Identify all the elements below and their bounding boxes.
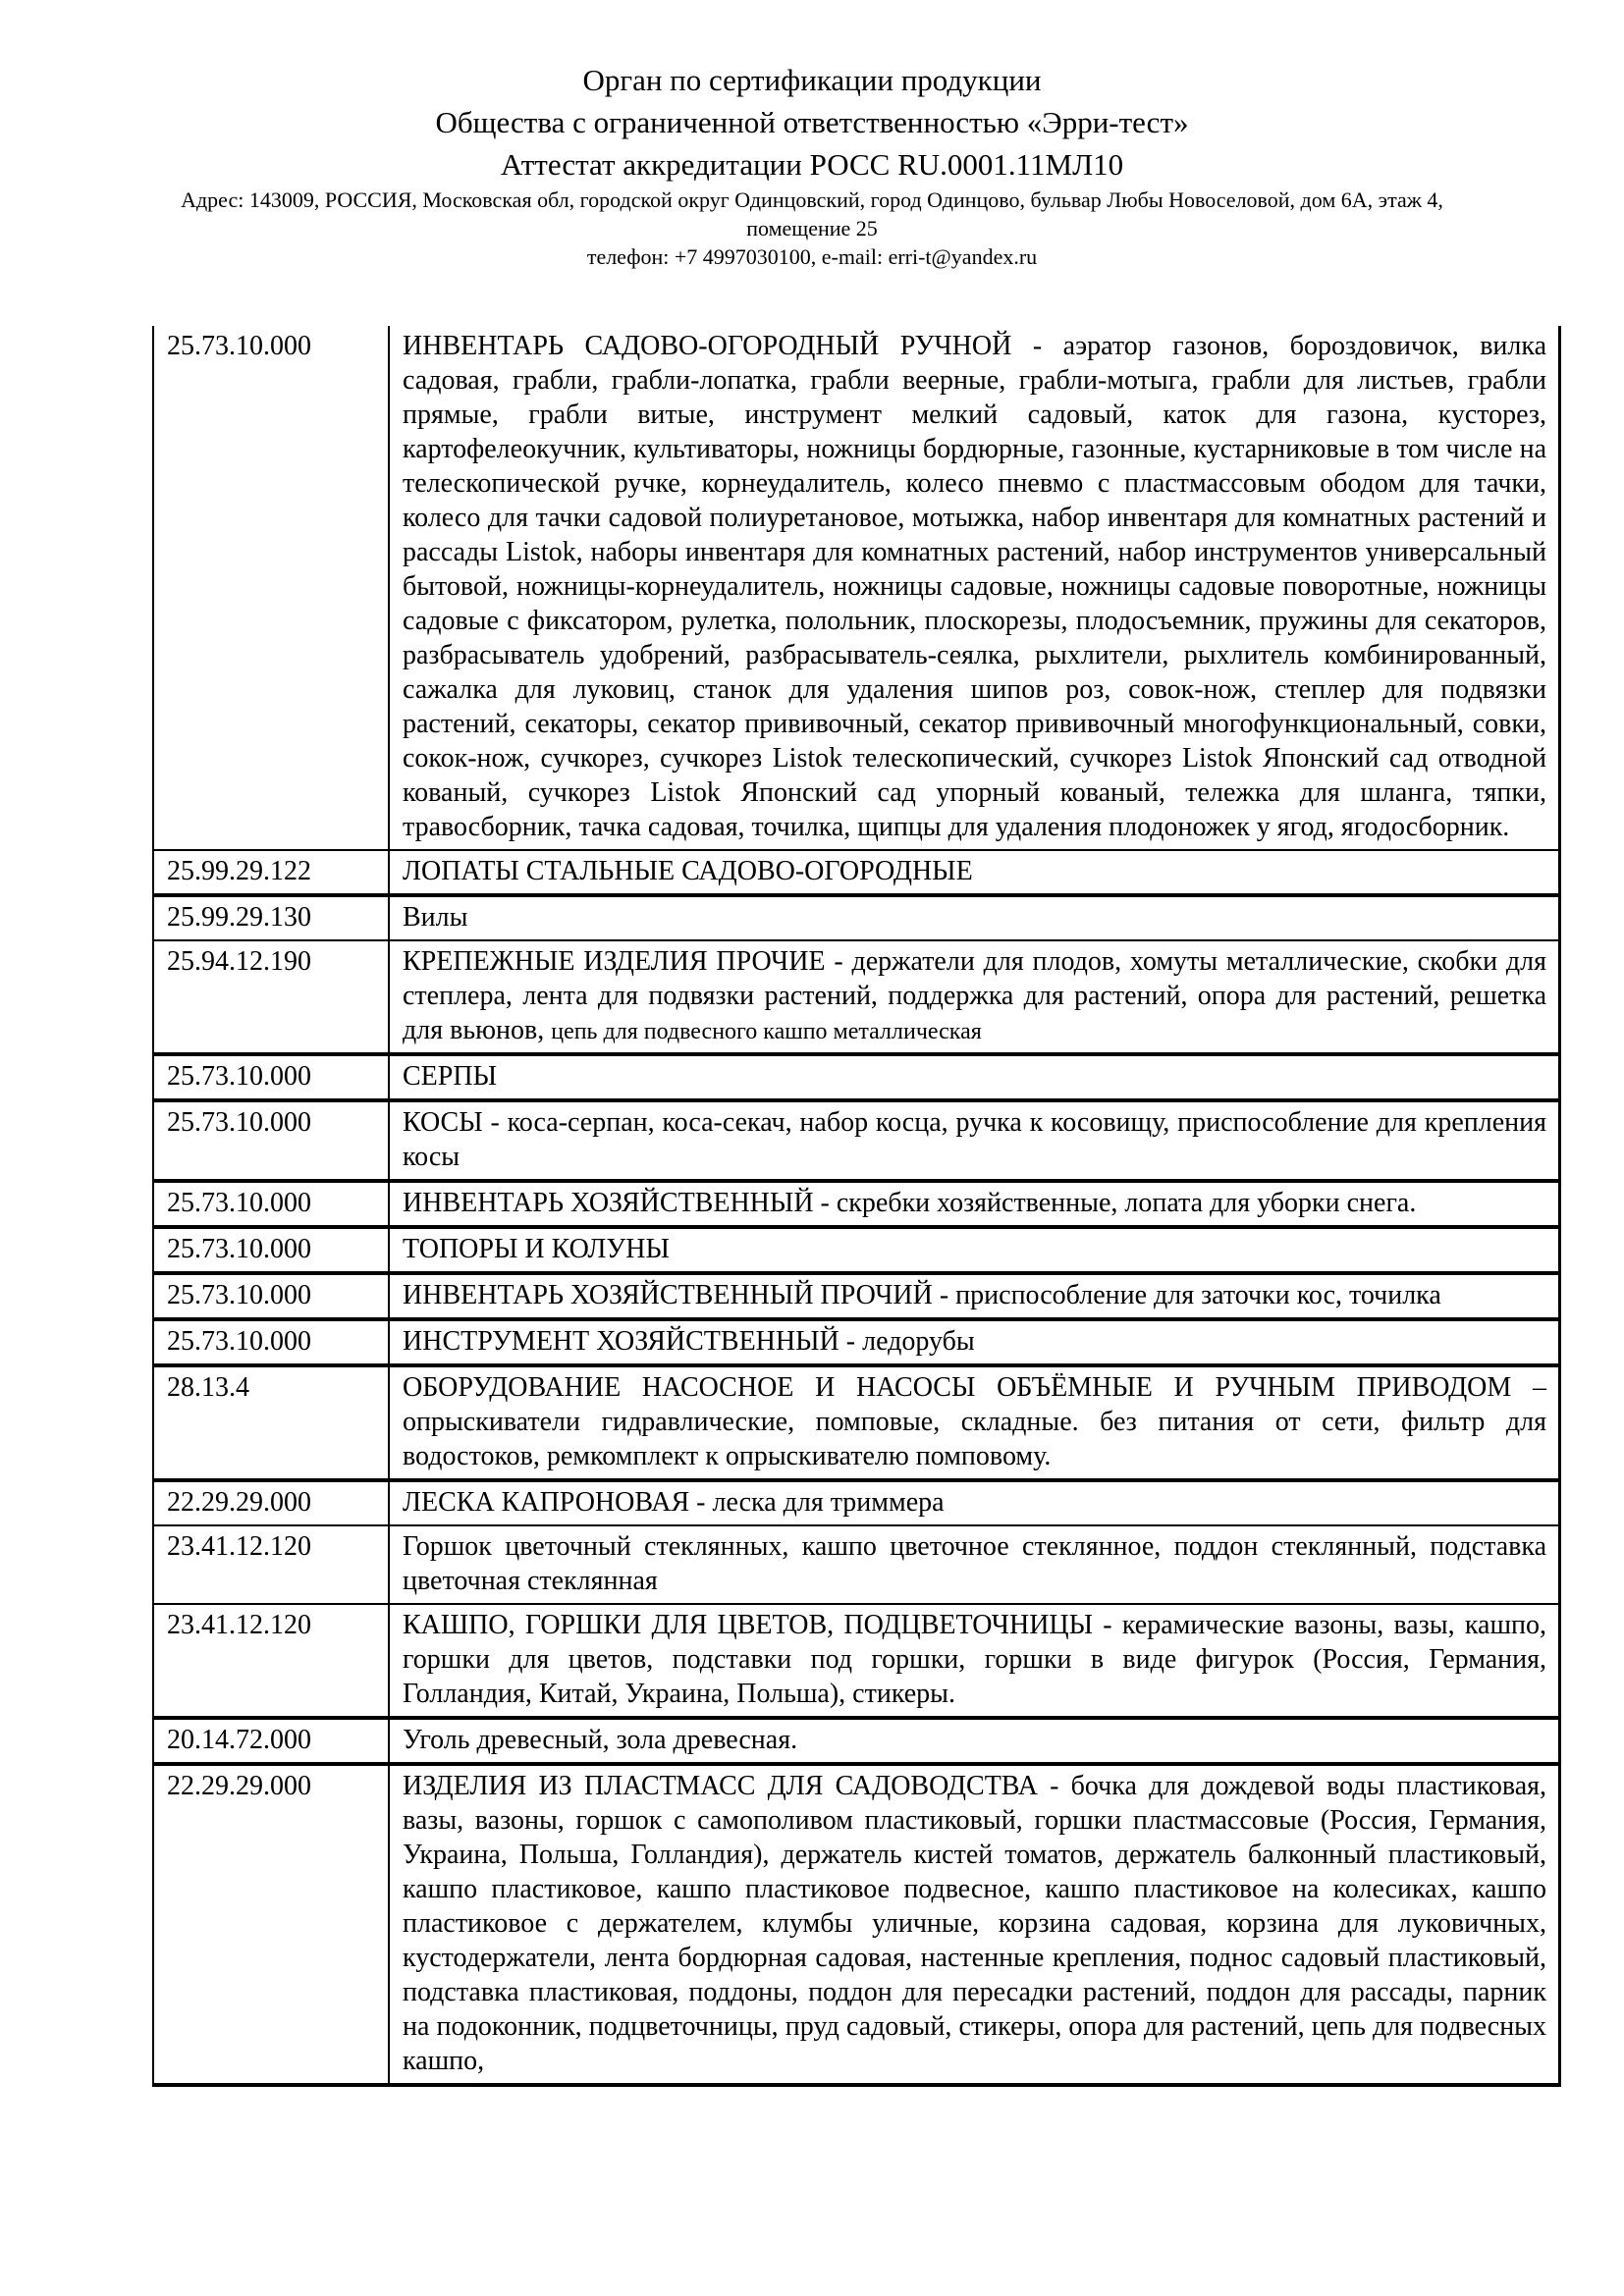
code-cell: 25.73.10.000 — [153, 1181, 389, 1227]
description-cell — [389, 895, 1560, 940]
description-cell — [389, 940, 1560, 1054]
contact-line: телефон: +7 4997030100, e-mail: erri-t@yandex.ru — [586, 244, 1038, 269]
code-cell: 23.41.12.120 — [153, 1525, 389, 1604]
table-row — [153, 1604, 1560, 1718]
table-row — [153, 326, 1560, 850]
code-cell: 22.29.29.000 — [153, 1764, 389, 2085]
category-title: ТОПОРЫ И КОЛУНЫ — [403, 1234, 670, 1264]
table-row — [153, 1273, 1560, 1319]
table-row — [153, 1480, 1560, 1525]
table-row — [153, 940, 1560, 1054]
category-body: - леска для триммера — [689, 1487, 945, 1518]
code-cell: 25.99.29.130 — [153, 895, 389, 940]
description-cell — [389, 1365, 1560, 1480]
address-line-2: помещение 25 — [746, 216, 878, 240]
category-body: - бочка для дождевой воды пластиковая, вазы, вазоны, горшок с самополивом пластиковый, горшки пластмассовые (Россия, Германия, Украина, Польша, Голландия), держатель кистей томатов, держатель балконный пластиковый, кашпо пластиковое, кашпо пластиковое подвесное, кашпо пластиковое на колесиках, кашпо пластиковое с держателем, клумбы уличные, корзина садовая, корзина для луковичных, кустодержатели, лента бордюрная садовая, настенные крепления, поднос садовый пластиковый, подставка пластиковая, поддоны, поддон для пересадки растений, поддон для рассады, парник на подоконник, подцветочницы, пруд садовый, стикеры, опора для растений, цепь для подвесных кашпо, — [403, 1771, 1546, 2076]
description-cell — [389, 1100, 1560, 1181]
description-cell — [389, 1054, 1560, 1100]
table-row — [153, 1227, 1560, 1273]
description-cell — [389, 1604, 1560, 1718]
category-body: - аэратор газонов, бороздовичок, вилка садовая, грабли, грабли-лопатка, грабли веерные, грабли-мотыга, грабли для листьев, грабли прямые, грабли витые, инструмент мелкий садовый, каток для газона, кусторез, картофелеокучник, культиваторы, ножницы бордюрные, газонные, кустарниковые в том числе на телескопической ручке, корнеудалитель, колесо пневмо с пластмассовым ободом для тачки, колесо для тачки садовой полиуретановое, мотыжка, набор инвентаря для комнатных растений и рассады Listok, наборы инвентаря для комнатных растений, набор инструментов универсальный бытовой, ножницы-корнеудалитель, ножницы садовые, ножницы садовые поворотные, ножницы садовые с фиксатором, рулетка, полольник, плоскорезы, плодосъемник, пружины для секаторов, разбрасыватель удобрений, разбрасыватель-сеялка, рыхлители, рыхлитель комбинированный, сажалка для луковиц, станок для удаления шипов роз, совок-нож, степлер для подвязки растений, секаторы, секатор прививочный, секатор прививочный многофункциональный, совки, сокок-нож, сучкорез, сучкорез Listok телескопический, сучкорез Listok Японский сад отводной кованый, сучкорез Listok Японский сад упорный кованый, тележка для шланга, тяпки, травосборник, тачка садовая, точилка, щипцы для удаления плодоножек у ягод, ягодосборник. — [403, 331, 1547, 842]
org-title-line-1: Орган по сертификации продукции — [582, 63, 1042, 97]
code-cell: 22.29.29.000 — [153, 1480, 389, 1525]
category-body: - ледорубы — [839, 1326, 975, 1357]
code-cell: 23.41.12.120 — [153, 1604, 389, 1718]
code-cell: 25.94.12.190 — [153, 940, 389, 1054]
category-title: ЛЕСКА КАПРОНОВАЯ — [403, 1487, 690, 1518]
code-cell: 25.73.10.000 — [153, 1273, 389, 1319]
accreditation-line: Аттестат аккредитации РОСС RU.0001.11МЛ10 — [500, 147, 1124, 182]
table-row — [153, 1181, 1560, 1227]
category-title: ИНСТРУМЕНТ ХОЗЯЙСТВЕННЫЙ — [403, 1326, 839, 1357]
description-cell — [389, 326, 1560, 850]
category-small-note: цепь для подвесного кашпо металлическая — [551, 1019, 982, 1044]
table-row — [153, 1365, 1560, 1480]
category-body: - скребки хозяйственные, лопата для уборки снега. — [813, 1188, 1417, 1218]
description-cell — [389, 1227, 1560, 1273]
category-title: ИНВЕНТАРЬ САДОВО-ОГОРОДНЫЙ РУЧНОЙ — [403, 331, 1012, 361]
category-title: ИНВЕНТАРЬ ХОЗЯЙСТВЕННЫЙ ПРОЧИЙ — [403, 1280, 933, 1310]
table-row — [153, 1054, 1560, 1100]
table-row — [153, 1764, 1560, 2085]
category-title: ОБОРУДОВАНИЕ НАСОСНОЕ И НАСОСЫ ОБЪЁМНЫЕ И РУЧНЫМ ПРИВОДОМ – — [403, 1372, 1546, 1403]
code-cell: 25.73.10.000 — [153, 1054, 389, 1100]
category-title: ИЗДЕЛИЯ ИЗ ПЛАСТМАСС ДЛЯ САДОВОДСТВА — [403, 1771, 1038, 1801]
address-line-1: Адрес: 143009, РОССИЯ, Московская обл, городской округ Одинцовский, город Одинцово, бульвар Любы Новоселовой, дом 6А, этаж 4, — [181, 187, 1443, 212]
products-table — [152, 326, 1561, 2087]
table-row — [153, 1319, 1560, 1365]
code-cell: 25.73.10.000 — [153, 326, 389, 850]
org-title-line-2: Общества с ограниченной ответственностью «Эрри-тест» — [435, 105, 1189, 139]
description-cell — [389, 1319, 1560, 1365]
code-cell: 25.73.10.000 — [153, 1100, 389, 1181]
category-body: Уголь древесный, зола древесная. — [403, 1725, 798, 1755]
table-row — [153, 895, 1560, 940]
code-cell: 20.14.72.000 — [153, 1718, 389, 1764]
code-cell: 25.73.10.000 — [153, 1319, 389, 1365]
category-title: КРЕПЕЖНЫЕ ИЗДЕЛИЯ ПРОЧИЕ — [403, 946, 826, 977]
table-row — [153, 850, 1560, 895]
table-row — [153, 1525, 1560, 1604]
document-header — [0, 0, 1624, 271]
description-cell — [389, 1273, 1560, 1319]
category-title: КОСЫ — [403, 1107, 483, 1138]
category-body: - держатели для плодов, хомуты металлические, скобки для степлера, лента для подвязки растений, поддержка для растений, опора для растений, решетка для вьюнов, — [403, 946, 1546, 1045]
table-row — [153, 1100, 1560, 1181]
description-cell — [389, 850, 1560, 895]
category-body: опрыскиватели гидравлические, помповые, складные. без питания от сети, фильтр для водостоков, ремкомплект к опрыскивателю помповому. — [403, 1407, 1546, 1471]
code-cell: 25.99.29.122 — [153, 850, 389, 895]
category-title: СЕРПЫ — [403, 1061, 497, 1092]
description-cell — [389, 1764, 1560, 2085]
description-cell — [389, 1525, 1560, 1604]
category-body: - приспособление для заточки кос, точилка — [932, 1280, 1441, 1310]
category-title: КАШПО, ГОРШКИ ДЛЯ ЦВЕТОВ, ПОДЦВЕТОЧНИЦЫ — [403, 1610, 1094, 1640]
description-cell — [389, 1718, 1560, 1764]
table-row — [153, 1718, 1560, 1764]
category-body: - коса-серпан, коса-секач, набор косца, ручка к косовищу, приспособление для крепления косы — [403, 1107, 1546, 1172]
category-title: ЛОПАТЫ СТАЛЬНЫЕ САДОВО-ОГОРОДНЫЕ — [403, 856, 973, 886]
category-body: - керамические вазоны, вазы, кашпо, горшки для цветов, подставки под горшки, горшки в виде фигурок (Россия, Германия, Голландия, Китай, Украина, Польша), стикеры. — [403, 1610, 1546, 1709]
code-cell: 25.73.10.000 — [153, 1227, 389, 1273]
category-body: Вилы — [403, 902, 468, 933]
description-cell — [389, 1480, 1560, 1525]
code-cell: 28.13.4 — [153, 1365, 389, 1480]
category-title: ИНВЕНТАРЬ ХОЗЯЙСТВЕННЫЙ — [403, 1188, 814, 1218]
category-body: Горшок цветочный стеклянных, кашпо цветочное стеклянное, поддон стеклянный, подставка цветочная стеклянная — [403, 1531, 1546, 1596]
description-cell — [389, 1181, 1560, 1227]
